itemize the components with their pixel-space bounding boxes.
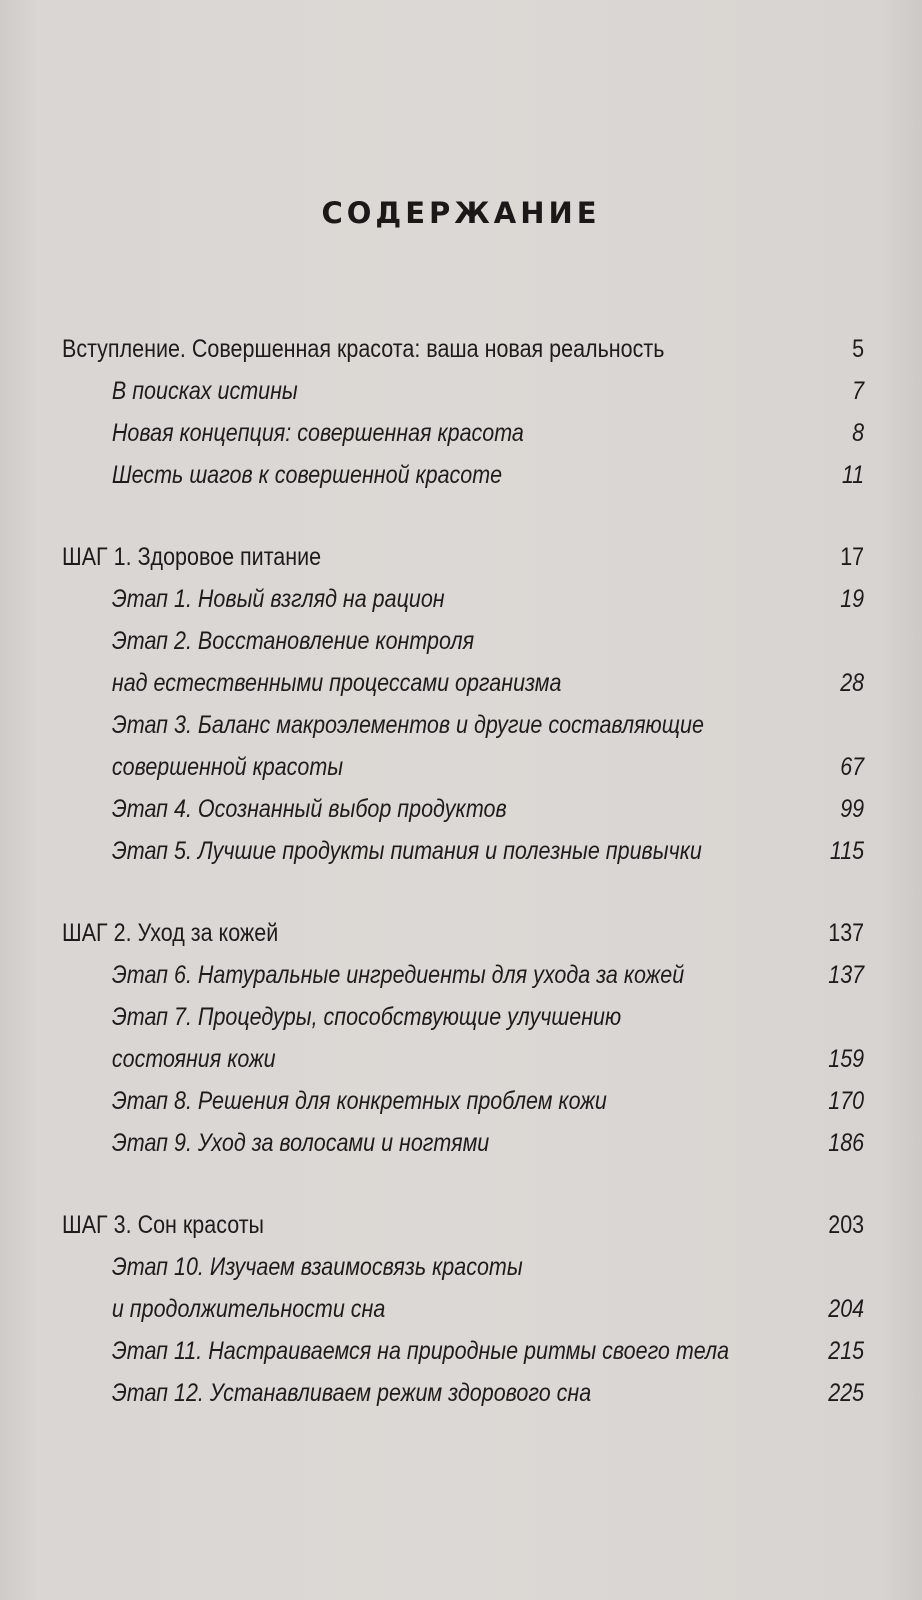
toc-section-heading bbox=[62, 536, 864, 578]
toc-section bbox=[62, 1204, 864, 1414]
toc-page-number: 19 bbox=[840, 585, 865, 613]
toc-page-number: 8 bbox=[852, 419, 865, 447]
toc-item-label: Этап 11. Настраиваемся на природные ритмы своего тела bbox=[111, 1337, 730, 1365]
toc-item bbox=[62, 1288, 864, 1330]
toc-page-number: 17 bbox=[840, 543, 865, 571]
toc-item bbox=[62, 830, 864, 872]
toc-section-heading bbox=[62, 328, 864, 370]
toc-heading-label: ШАГ 3. Сон красоты bbox=[62, 1211, 265, 1239]
toc-item-label: Этап 9. Уход за волосами и ногтями bbox=[111, 1129, 490, 1157]
toc-item bbox=[62, 1330, 864, 1372]
toc-item-label: совершенной красоты bbox=[111, 753, 344, 781]
toc-heading-label: Вступление. Совершенная красота: ваша новая реальность bbox=[62, 335, 665, 363]
toc-item bbox=[62, 578, 864, 620]
toc-page-number: 159 bbox=[828, 1045, 865, 1073]
toc-item-label: Шесть шагов к совершенной красоте bbox=[111, 461, 503, 489]
toc-item bbox=[62, 412, 864, 454]
toc-page-number: 28 bbox=[840, 669, 865, 697]
toc-item-label: Этап 5. Лучшие продукты питания и полезные привычки bbox=[111, 837, 702, 865]
toc-page-number: 137 bbox=[828, 961, 865, 989]
toc-item-label: Этап 8. Решения для конкретных проблем кожи bbox=[111, 1087, 607, 1115]
toc-section bbox=[62, 536, 864, 872]
toc-item bbox=[62, 788, 864, 830]
toc-item-label: и продолжительности сна bbox=[111, 1295, 386, 1323]
toc-section-heading bbox=[62, 912, 864, 954]
toc-item-label: В поисках истины bbox=[111, 377, 298, 405]
page-title: СОДЕРЖАНИЕ bbox=[321, 196, 601, 230]
table-of-contents bbox=[62, 328, 864, 1454]
toc-page-number: 170 bbox=[828, 1087, 865, 1115]
toc-item-label: Новая концепция: совершенная красота bbox=[111, 419, 524, 447]
toc-page-number: 186 bbox=[828, 1129, 865, 1157]
toc-page-number: 203 bbox=[828, 1211, 865, 1239]
toc-page-number: 67 bbox=[840, 753, 865, 781]
toc-item-line: Этап 2. Восстановление контроля bbox=[111, 627, 475, 655]
toc-page-number: 7 bbox=[852, 377, 865, 405]
toc-heading-label: ШАГ 2. Уход за кожей bbox=[62, 919, 279, 947]
toc-page-number: 11 bbox=[841, 461, 865, 489]
toc-item bbox=[62, 662, 864, 704]
toc-item-label: Этап 4. Осознанный выбор продуктов bbox=[111, 795, 507, 823]
toc-item bbox=[62, 370, 864, 412]
toc-section bbox=[62, 912, 864, 1164]
toc-item-label: Этап 12. Устанавливаем режим здорового сна bbox=[111, 1379, 592, 1407]
toc-item bbox=[62, 1372, 864, 1414]
toc-item bbox=[62, 746, 864, 788]
toc-section bbox=[62, 328, 864, 496]
toc-heading-label: ШАГ 1. Здоровое питание bbox=[62, 543, 322, 571]
toc-page-number: 225 bbox=[828, 1379, 865, 1407]
toc-page-number: 115 bbox=[829, 837, 865, 865]
toc-item-label: над естественными процессами организма bbox=[111, 669, 562, 697]
toc-section-heading bbox=[62, 1204, 864, 1246]
toc-item bbox=[62, 1038, 864, 1080]
toc-page-number: 137 bbox=[828, 919, 865, 947]
toc-item-label: состояния кожи bbox=[111, 1045, 276, 1073]
toc-item bbox=[62, 954, 864, 996]
toc-page-number: 99 bbox=[840, 795, 865, 823]
toc-item bbox=[62, 1080, 864, 1122]
toc-item bbox=[62, 454, 864, 496]
toc-page-number: 204 bbox=[828, 1295, 865, 1323]
toc-page-number: 5 bbox=[852, 335, 865, 363]
toc-page-number: 215 bbox=[828, 1337, 865, 1365]
toc-item-line: Этап 3. Баланс макроэлементов и другие составляющие bbox=[111, 711, 704, 739]
toc-item-label: Этап 6. Натуральные ингредиенты для ухода за кожей bbox=[111, 961, 685, 989]
toc-item bbox=[62, 1122, 864, 1164]
toc-item-label: Этап 1. Новый взгляд на рацион bbox=[111, 585, 445, 613]
toc-item-line: Этап 10. Изучаем взаимосвязь красоты bbox=[111, 1253, 523, 1281]
toc-item-line: Этап 7. Процедуры, способствующие улучшению bbox=[111, 1003, 622, 1031]
